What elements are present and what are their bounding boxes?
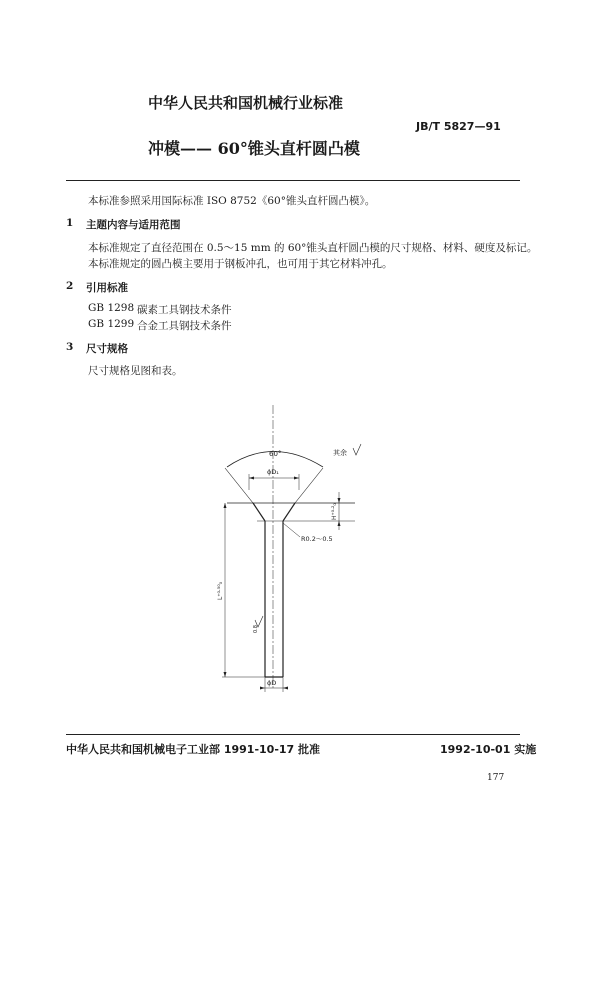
- section-2-title: 引用标准: [86, 282, 128, 294]
- section-3-number: 3: [66, 341, 74, 353]
- cone-left: [253, 503, 265, 521]
- page-number: 177: [487, 773, 505, 783]
- implementation-date: 1992-10-01 实施: [440, 743, 537, 756]
- document-title: 冲模—— 60°锥头直杆圆凸模: [148, 139, 360, 158]
- roughness-rest-symbol: [353, 444, 361, 455]
- rest-roughness-label: 其余: [333, 449, 347, 457]
- approval-text: 中华人民共和国机械电子工业部 1991-10-17 批准: [66, 743, 321, 756]
- section-1-line-1: 本标准规定了直径范围在 0.5～15 mm 的 60°锥头直杆圆凸模的尺寸规格、材料、硬度及标记。: [88, 242, 538, 254]
- r-label: R0.2～0.5: [301, 535, 333, 543]
- header-rule: [66, 180, 520, 181]
- reference-name-2: 合金工具钢技术条件: [137, 320, 232, 332]
- reference-code-1: GB 1298: [88, 302, 135, 314]
- section-3-title: 尺寸规格: [86, 343, 128, 355]
- reference-code-2: GB 1299: [88, 318, 135, 330]
- roughness-body-value: 0.8: [253, 625, 259, 633]
- section-1-number: 1: [66, 217, 74, 229]
- punch-drawing: [205, 400, 385, 700]
- d-label: ϕD: [267, 679, 277, 687]
- section-3-line-1: 尺寸规格见图和表。: [88, 365, 183, 377]
- section-2-number: 2: [66, 280, 74, 292]
- standard-code: JB/T 5827—91: [416, 120, 501, 133]
- d1-label: ϕD₁: [267, 468, 279, 476]
- r-leader: [283, 523, 300, 537]
- h-label: H⁺⁰·²₀: [331, 503, 338, 520]
- cone-right: [283, 503, 295, 521]
- section-1-title: 主题内容与适用范围: [86, 219, 181, 231]
- angle-label: 60°: [269, 450, 282, 458]
- standard-organization: 中华人民共和国机械行业标准: [148, 94, 344, 112]
- section-1-line-2: 本标准规定的圆凸模主要用于钢板冲孔，也可用于其它材料冲孔。: [88, 258, 393, 270]
- intro-paragraph: 本标准参照采用国际标准 ISO 8752《60°锥头直杆圆凸模》。: [88, 195, 376, 207]
- footer-rule: [66, 734, 520, 735]
- l-label: L⁺⁰·⁵⁰₀: [217, 581, 224, 600]
- reference-name-1: 碳素工具钢技术条件: [137, 304, 232, 316]
